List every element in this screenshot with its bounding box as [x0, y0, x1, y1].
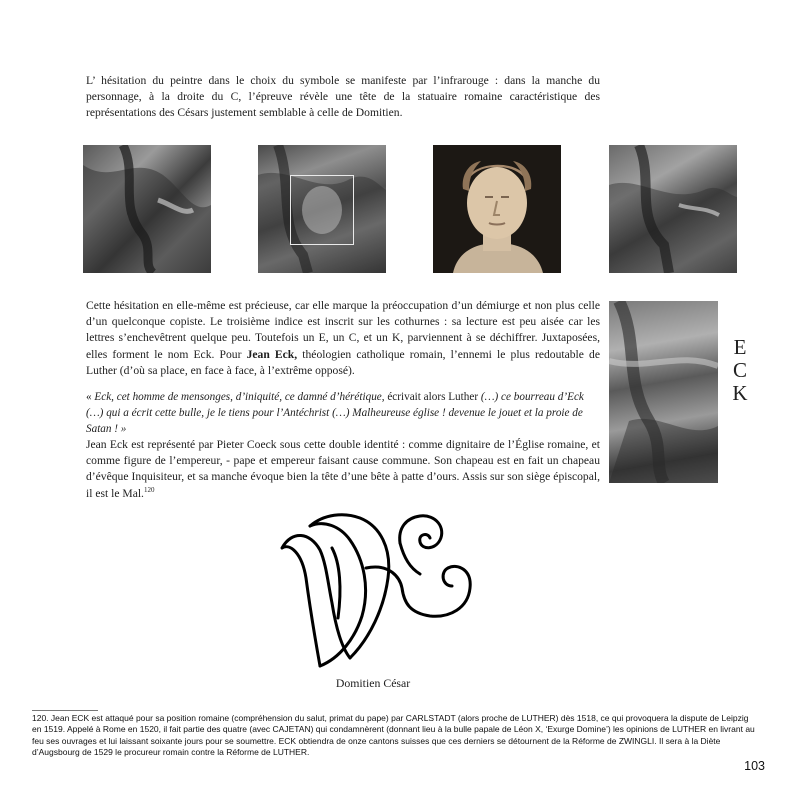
- infrared-detail-image-3: [609, 145, 737, 273]
- quote-text-a: Eck, cet homme de mensonges, d’iniquité, ce damné d’hérétique,: [94, 391, 385, 403]
- page-number: 103: [744, 759, 765, 773]
- second-paragraph-text-b: théologien catholique romain, l’ennemi le plus redoutable de Luther (d’où sa place, en face à face, à l’extrême opposé).: [86, 347, 600, 377]
- intro-paragraph: L’ hésitation du peintre dans le choix du symbole se manifeste par l’infrarouge : dans la manche du personnage, à la droite du C, l’épreuve révèle une tête de la statuaire romaine caractéristique des représentations des Césars justement semblable à celle de Domitien.: [86, 74, 600, 120]
- letter-e: E: [733, 335, 747, 359]
- eck-letters: [728, 336, 752, 405]
- highlight-frame: [290, 175, 354, 245]
- quote-text-b: (…) ce bourreau d’Eck (…) qui a écrit cette bulle, je le tiens pour l’Antéchrist (…) Malheureuse église ! devenue le jouet et la proie de Satan ! »: [86, 391, 584, 436]
- quote-attribution: écrivait alors Luther: [384, 391, 481, 403]
- infrared-detail-image-2: [258, 145, 386, 273]
- jean-eck-bold: Jean Eck,: [246, 347, 298, 361]
- cothurnes-detail-image: [609, 301, 718, 483]
- letter-c: C: [732, 358, 747, 382]
- letter-k: K: [732, 381, 748, 405]
- second-paragraph: [86, 298, 600, 379]
- domitien-cesar-monogram: [280, 508, 480, 668]
- footnote-divider: [32, 710, 98, 711]
- second-paragraph-text-a: Cette hésitation en elle-même est précieuse, car elle marque la préoccupation d’un démiurge et non plus celle d’un quelconque copiste. Le troisième indice est inscrit sur les cothurnes : sa lecture est peu aisée car les lettres s’enchevêtrent quelque peu. Toutefois un E, un C, et un K, parviennent à se déchiffrer. Juxtaposées, elles forment le nom Eck. Pour: [86, 299, 600, 361]
- domitian-bust-photo: [433, 145, 561, 273]
- quote-open-mark: «: [86, 391, 95, 403]
- third-paragraph-text: Jean Eck est représenté par Pieter Coeck sous cette double identité : comme dignitaire de l’Église romaine, et comme figure de l’empereur, - pape et empereur faisant cause commune. Son chapeau est en fait un chapeau d’évêque Inquisiteur, et sa manche évoque bien la tête d’une bête à patte d’ours. Assis sur son siège épiscopal, il est le Mal.: [86, 438, 600, 500]
- footnote-reference: 120: [143, 485, 155, 494]
- monogram-caption: Domitien César: [335, 676, 411, 690]
- luther-quote: [86, 389, 600, 438]
- infrared-detail-image-1: [83, 145, 211, 273]
- third-paragraph: [86, 437, 600, 502]
- footnote-120: 120. Jean ECK est attaqué pour sa position romaine (compréhension du salut, primat du pape) par CARLSTADT (alors proche de LUTHER) dès 1518, ce qui provoquera la dispute de Leipzig en 1519. Appelé à Rome en 1520, il fait partie des quatre (avec CAJETAN) qui condamnèrent (donnant lieu à la bulle papale de Léon X, ‘Exurge Domine’) les opinions de LUTHER en livrant au feu ses ouvrages et lui laissant soixante jours pour se soumettre. ECK obtiendra de onze cantons suisses que ces derniers se détournent de la Réforme de ZWINGLI. Il sera à la Diète d’Augsbourg de 1529 le procureur romain contre la Réforme de LUTHER.: [32, 713, 755, 758]
